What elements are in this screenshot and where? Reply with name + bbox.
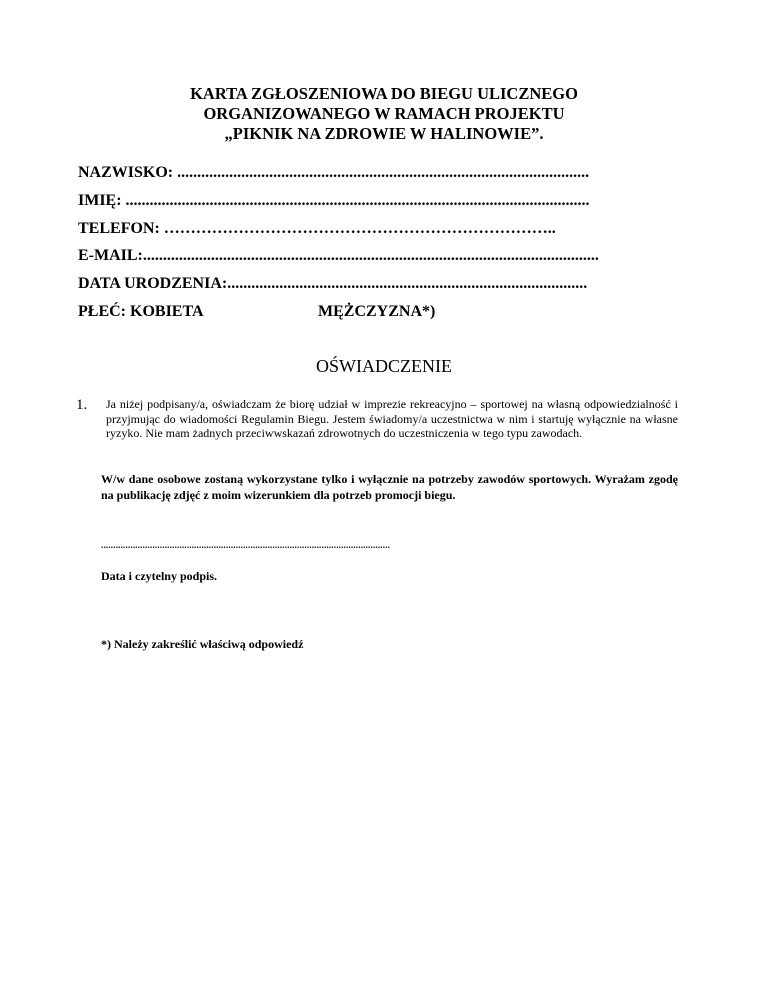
gender-male-option: MĘŻCZYZNA*)	[318, 303, 436, 320]
phone-field: TELEFON: ………………………………………………………………..	[78, 220, 556, 237]
declaration-text: Ja niżej podpisany/a, oświadczam że biorę udział w imprezie rekreacyjno – sportowej na własną odpowiedzialność i przyjmując do wiadomości Regulamin Biegu. Jestem świadomy/a uczestnictwa w nim i startuję wyłącznie na własne ryzyko. Nie mam żadnych przeciwwskazań zdrowotnych do uczestniczenia w tego typu zawodach.	[106, 397, 678, 440]
gender-female-option: PŁEĆ: KOBIETA	[78, 303, 204, 320]
form-title	[100, 84, 668, 144]
declaration-item	[76, 397, 678, 441]
form-title-line-1: KARTA ZGŁOSZENIOWA DO BIEGU ULICZNEGO	[190, 84, 578, 103]
declaration-heading: OŚWIADCZENIE	[316, 356, 452, 376]
surname-field: NAZWISKO: .......................................................................................................	[78, 164, 590, 181]
signature-line: ......................................................................................................................	[101, 540, 391, 550]
form-title-line-2: ORGANIZOWANEGO W RAMACH PROJEKTU	[203, 104, 565, 123]
signature-caption: Data i czytelny podpis.	[101, 569, 218, 583]
birth-date-field: DATA URODZENIA:..........................................................................................	[78, 275, 588, 292]
first-name-field: IMIĘ: ....................................................................................................................	[78, 192, 590, 209]
email-field: E-MAIL:..................................................................................................................	[78, 247, 599, 264]
form-title-line-3: „PIKNIK NA ZDROWIE W HALINOWIE”.	[224, 124, 544, 143]
footnote: *) Należy zakreślić właściwą odpowiedź	[101, 637, 304, 651]
declaration-number: 1.	[76, 397, 88, 413]
consent-text: W/w dane osobowe zostaną wykorzystane tylko i wyłącznie na potrzeby zawodów sportowych. Wyrażam zgodę na publikację zdjęć z moim wizerunkiem dla potrzeb promocji biegu.	[101, 472, 678, 502]
